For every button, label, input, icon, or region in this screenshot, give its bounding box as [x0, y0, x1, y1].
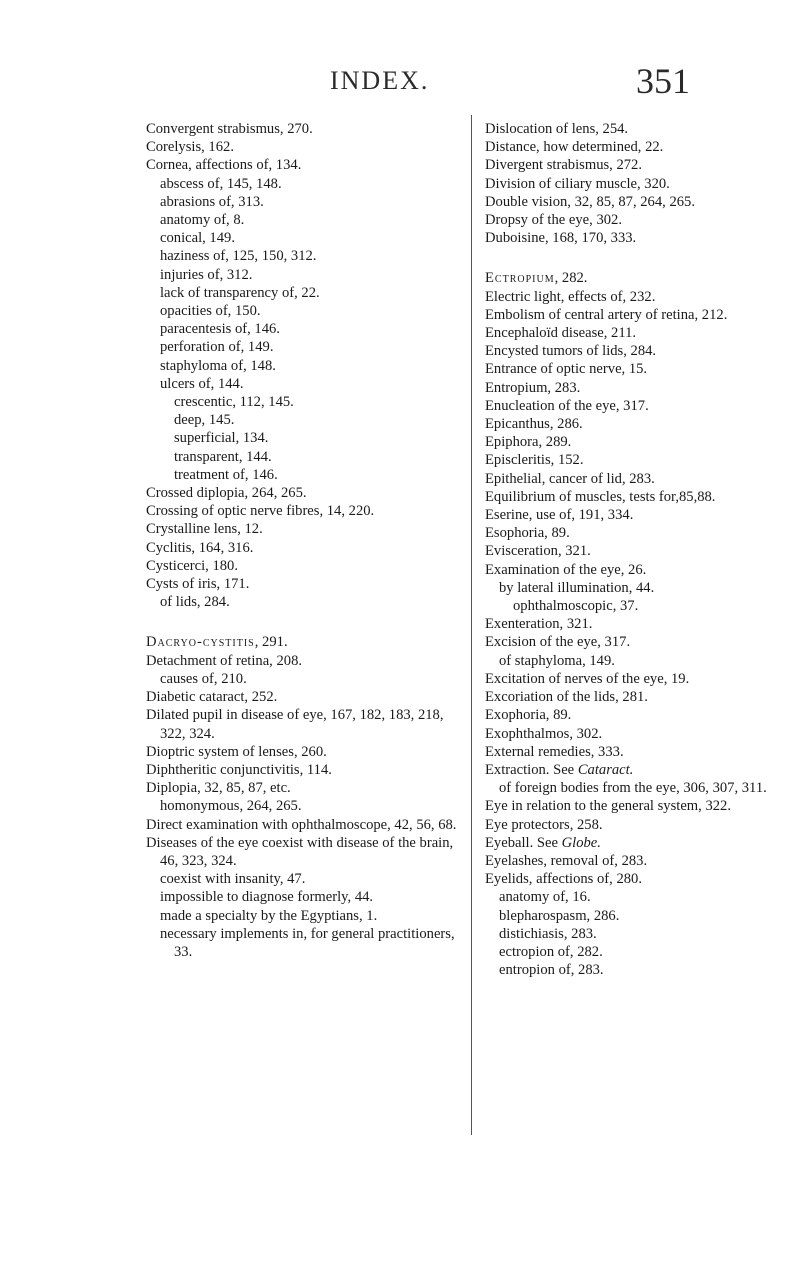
index-subentry: perforation of, 149.	[160, 339, 274, 356]
index-subentry: treatment of, 146.	[174, 466, 278, 483]
index-entry: Dilated pupil in disease of eye, 167, 182, 183, 218, 322, 324.	[146, 707, 444, 742]
index-subentry: of lids, 284.	[160, 594, 230, 611]
index-column-right	[485, 120, 800, 979]
index-entry: Evisceration, 321.	[485, 543, 591, 560]
index-subentry: lack of transparency of, 22.	[160, 284, 320, 301]
index-entry: Eyelashes, removal of, 283.	[485, 852, 648, 869]
section-gap	[485, 247, 800, 269]
page-header	[0, 60, 800, 100]
index-entry: Duboisine, 168, 170, 333.	[485, 230, 637, 247]
index-entry: Convergent strabismus, 270.	[146, 121, 313, 137]
index-entry: Crystalline lens, 12.	[146, 521, 263, 538]
index-subentry: causes of, 210.	[160, 670, 247, 687]
index-subentry: abrasions of, 313.	[160, 193, 264, 210]
index-entry: Excision of the eye, 317.	[485, 634, 631, 651]
index-entry: Cysticerci, 180.	[146, 557, 239, 574]
index-entry: Extraction. See Cataract.	[485, 761, 634, 778]
index-subentry: paracentesis of, 146.	[160, 321, 280, 338]
index-entry: Encysted tumors of lids, 284.	[485, 343, 657, 360]
index-entry: Crossed diplopia, 264, 265.	[146, 485, 307, 502]
index-entry: Electric light, effects of, 232.	[485, 288, 656, 305]
section-gap	[146, 611, 468, 633]
index-entry: Diabetic cataract, 252.	[146, 689, 278, 706]
index-entry: Excoriation of the lids, 281.	[485, 689, 648, 706]
index-entry: Cornea, affections of, 134.	[146, 157, 302, 174]
index-entry: Dropsy of the eye, 302.	[485, 212, 622, 229]
index-subentry: ectropion of, 282.	[499, 943, 603, 960]
index-entry: Diphtheritic conjunctivitis, 114.	[146, 761, 332, 778]
index-entry: Encephaloïd disease, 211.	[485, 325, 637, 342]
index-entry: Detachment of retina, 208.	[146, 652, 303, 669]
index-entry: Exophthalmos, 302.	[485, 725, 603, 742]
index-entry: Eye in relation to the general system, 322.	[485, 798, 731, 815]
index-subentry: transparent, 144.	[174, 448, 272, 465]
page-number: 351	[636, 61, 690, 101]
index-subentry: blepharospasm, 286.	[499, 907, 620, 924]
index-subentry: conical, 149.	[160, 230, 235, 247]
index-subentry: of foreign bodies from the eye, 306, 307, 311.	[499, 780, 767, 797]
index-subentry: injuries of, 312.	[160, 266, 253, 283]
index-entry: Episcleritis, 152.	[485, 452, 584, 469]
index-entry: Diseases of the eye coexist with disease of the brain, 46, 323, 324.	[146, 834, 454, 869]
index-subentry: anatomy of, 8.	[160, 212, 245, 229]
index-entry: Examination of the eye, 26.	[485, 561, 647, 578]
index-subentry: made a specialty by the Egyptians, 1.	[160, 907, 378, 924]
index-subentry: haziness of, 125, 150, 312.	[160, 248, 317, 265]
index-entry: Excitation of nerves of the eye, 19.	[485, 670, 690, 687]
running-title: INDEX.	[330, 66, 430, 95]
index-entry: Eserine, use of, 191, 334.	[485, 507, 634, 524]
index-entry: Diplopia, 32, 85, 87, etc.	[146, 780, 291, 797]
index-subentry: distichiasis, 283.	[499, 925, 597, 942]
index-subentry: crescentic, 112, 145.	[174, 394, 294, 411]
index-subentry: impossible to diagnose formerly, 44.	[160, 889, 374, 906]
column-divider	[471, 115, 472, 1135]
index-entry: Dacryo-cystitis, 291.	[146, 634, 288, 651]
index-subentry: opacities of, 150.	[160, 303, 261, 320]
index-subentry: homonymous, 264, 265.	[160, 798, 302, 815]
index-subentry: deep, 145.	[174, 412, 235, 429]
index-subentry: staphyloma of, 148.	[160, 357, 276, 374]
index-entry: Enucleation of the eye, 317.	[485, 397, 649, 414]
index-subentry: by lateral illumination, 44.	[499, 579, 655, 596]
index-entry: Cysts of iris, 171.	[146, 576, 250, 593]
index-entry: External remedies, 333.	[485, 743, 624, 760]
index-subentry: abscess of, 145, 148.	[160, 175, 282, 192]
index-entry: Corelysis, 162.	[146, 139, 234, 156]
index-entry: Dislocation of lens, 254.	[485, 121, 629, 137]
index-entry: Double vision, 32, 85, 87, 264, 265.	[485, 193, 695, 210]
index-entry: Dioptric system of lenses, 260.	[146, 743, 327, 760]
index-subentry: necessary implements in, for general practitioners, 33.	[160, 925, 455, 960]
index-entry: Direct examination with ophthalmoscope, 42, 56, 68.	[146, 816, 457, 833]
index-subentry: superficial, 134.	[174, 430, 269, 447]
index-entry: Exenteration, 321.	[485, 616, 593, 633]
index-entry: Esophoria, 89.	[485, 525, 570, 542]
index-entry: Eyelids, affections of, 280.	[485, 871, 642, 888]
index-entry: Eye protectors, 258.	[485, 816, 603, 833]
index-entry: Crossing of optic nerve fibres, 14, 220.	[146, 503, 375, 520]
index-entry: Equilibrium of muscles, tests for,85,88.	[485, 488, 716, 505]
index-entry: Embolism of central artery of retina, 212.	[485, 306, 728, 323]
index-subentry: ophthalmoscopic, 37.	[513, 598, 639, 615]
index-column-left	[146, 120, 468, 961]
index-entry: Epithelial, cancer of lid, 283.	[485, 470, 655, 487]
index-entry: Cyclitis, 164, 316.	[146, 539, 254, 556]
index-subentry: of staphyloma, 149.	[499, 652, 615, 669]
index-subentry: coexist with insanity, 47.	[160, 871, 306, 888]
index-entry: Divergent strabismus, 272.	[485, 157, 643, 174]
index-subentry: ulcers of, 144.	[160, 375, 244, 392]
index-entry: Epicanthus, 286.	[485, 416, 583, 433]
index-entry: Distance, how determined, 22.	[485, 139, 664, 156]
index-entry: Division of ciliary muscle, 320.	[485, 175, 670, 192]
index-entry: Epiphora, 289.	[485, 434, 572, 451]
index-entry: Eyeball. See Globe.	[485, 834, 601, 851]
index-entry: Ectropium, 282.	[485, 270, 588, 287]
index-subentry: anatomy of, 16.	[499, 889, 591, 906]
index-subentry: entropion of, 283.	[499, 962, 604, 979]
index-entry: Exophoria, 89.	[485, 707, 572, 724]
index-entry: Entropium, 283.	[485, 379, 581, 396]
index-entry: Entrance of optic nerve, 15.	[485, 361, 648, 378]
